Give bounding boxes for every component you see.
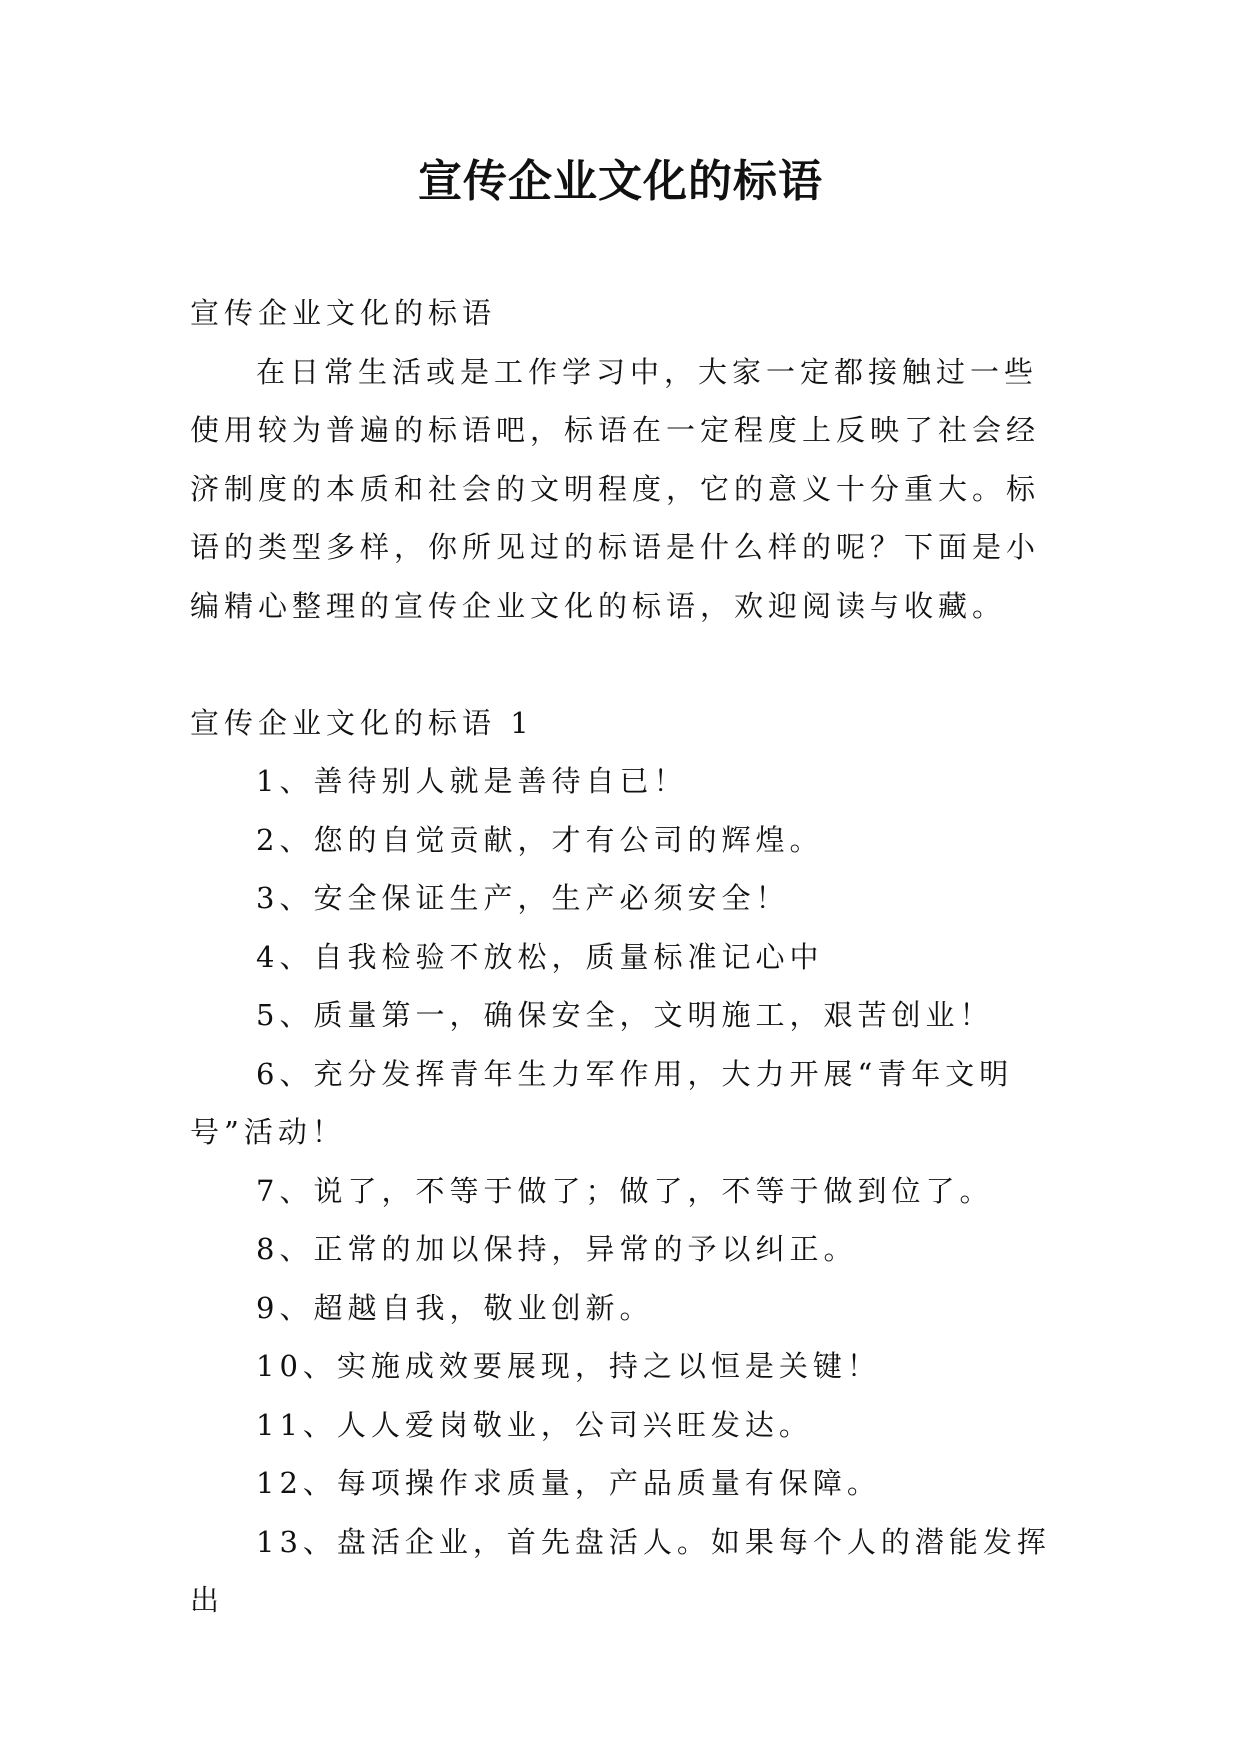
slogan-item: 2、您的自觉贡献，才有公司的辉煌。 [256, 822, 824, 857]
slogan-item: 6、充分发挥青年生力军作用，大力开展“青年文明号”活动！ [190, 1056, 1014, 1149]
slogan-item: 12、每项操作求质量，产品质量有保障。 [256, 1466, 881, 1500]
slogan-item: 13、盘活企业，首先盘活人。如果每个人的潜能发挥出 [190, 1524, 1051, 1617]
slogan-item: 5、质量第一，确保安全，文明施工，艰苦创业！ [256, 998, 994, 1032]
document-title: 宣传企业文化的标语 [418, 156, 823, 207]
intro-paragraph: 在日常生活或是工作学习中，大家一定都接触过一些使用较为普遍的标语吧，标语在一定程度上反映了社会经济制度的本质和社会的文明程度，它的意义十分重大。标语的类型多样，你所见过的标语是什么样的呢？下面是小编精心整理的宣传企业文化的标语，欢迎阅读与收藏。 [190, 354, 1041, 623]
slogan-item: 1、善待别人就是善待自已！ [256, 764, 688, 798]
section-heading: 宣传企业文化的标语 1 [190, 705, 534, 740]
document-body [190, 284, 1060, 1630]
paragraph-spacer [190, 635, 1060, 694]
slogan-item: 4、自我检验不放松，质量标准记心中 [256, 939, 824, 974]
slogan-item: 9、超越自我，敬业创新。 [256, 1290, 654, 1325]
slogan-item: 8、正常的加以保持，异常的予以纠正。 [256, 1232, 858, 1266]
slogan-item: 10、实施成效要展现，持之以恒是关键！ [256, 1349, 881, 1383]
slogan-item: 11、人人爱岗敬业，公司兴旺发达。 [256, 1407, 813, 1442]
document-subtitle: 宣传企业文化的标语 [190, 296, 497, 330]
slogan-item: 3、安全保证生产，生产必须安全！ [256, 881, 790, 915]
slogan-item: 7、说了，不等于做了；做了，不等于做到位了。 [256, 1173, 994, 1208]
